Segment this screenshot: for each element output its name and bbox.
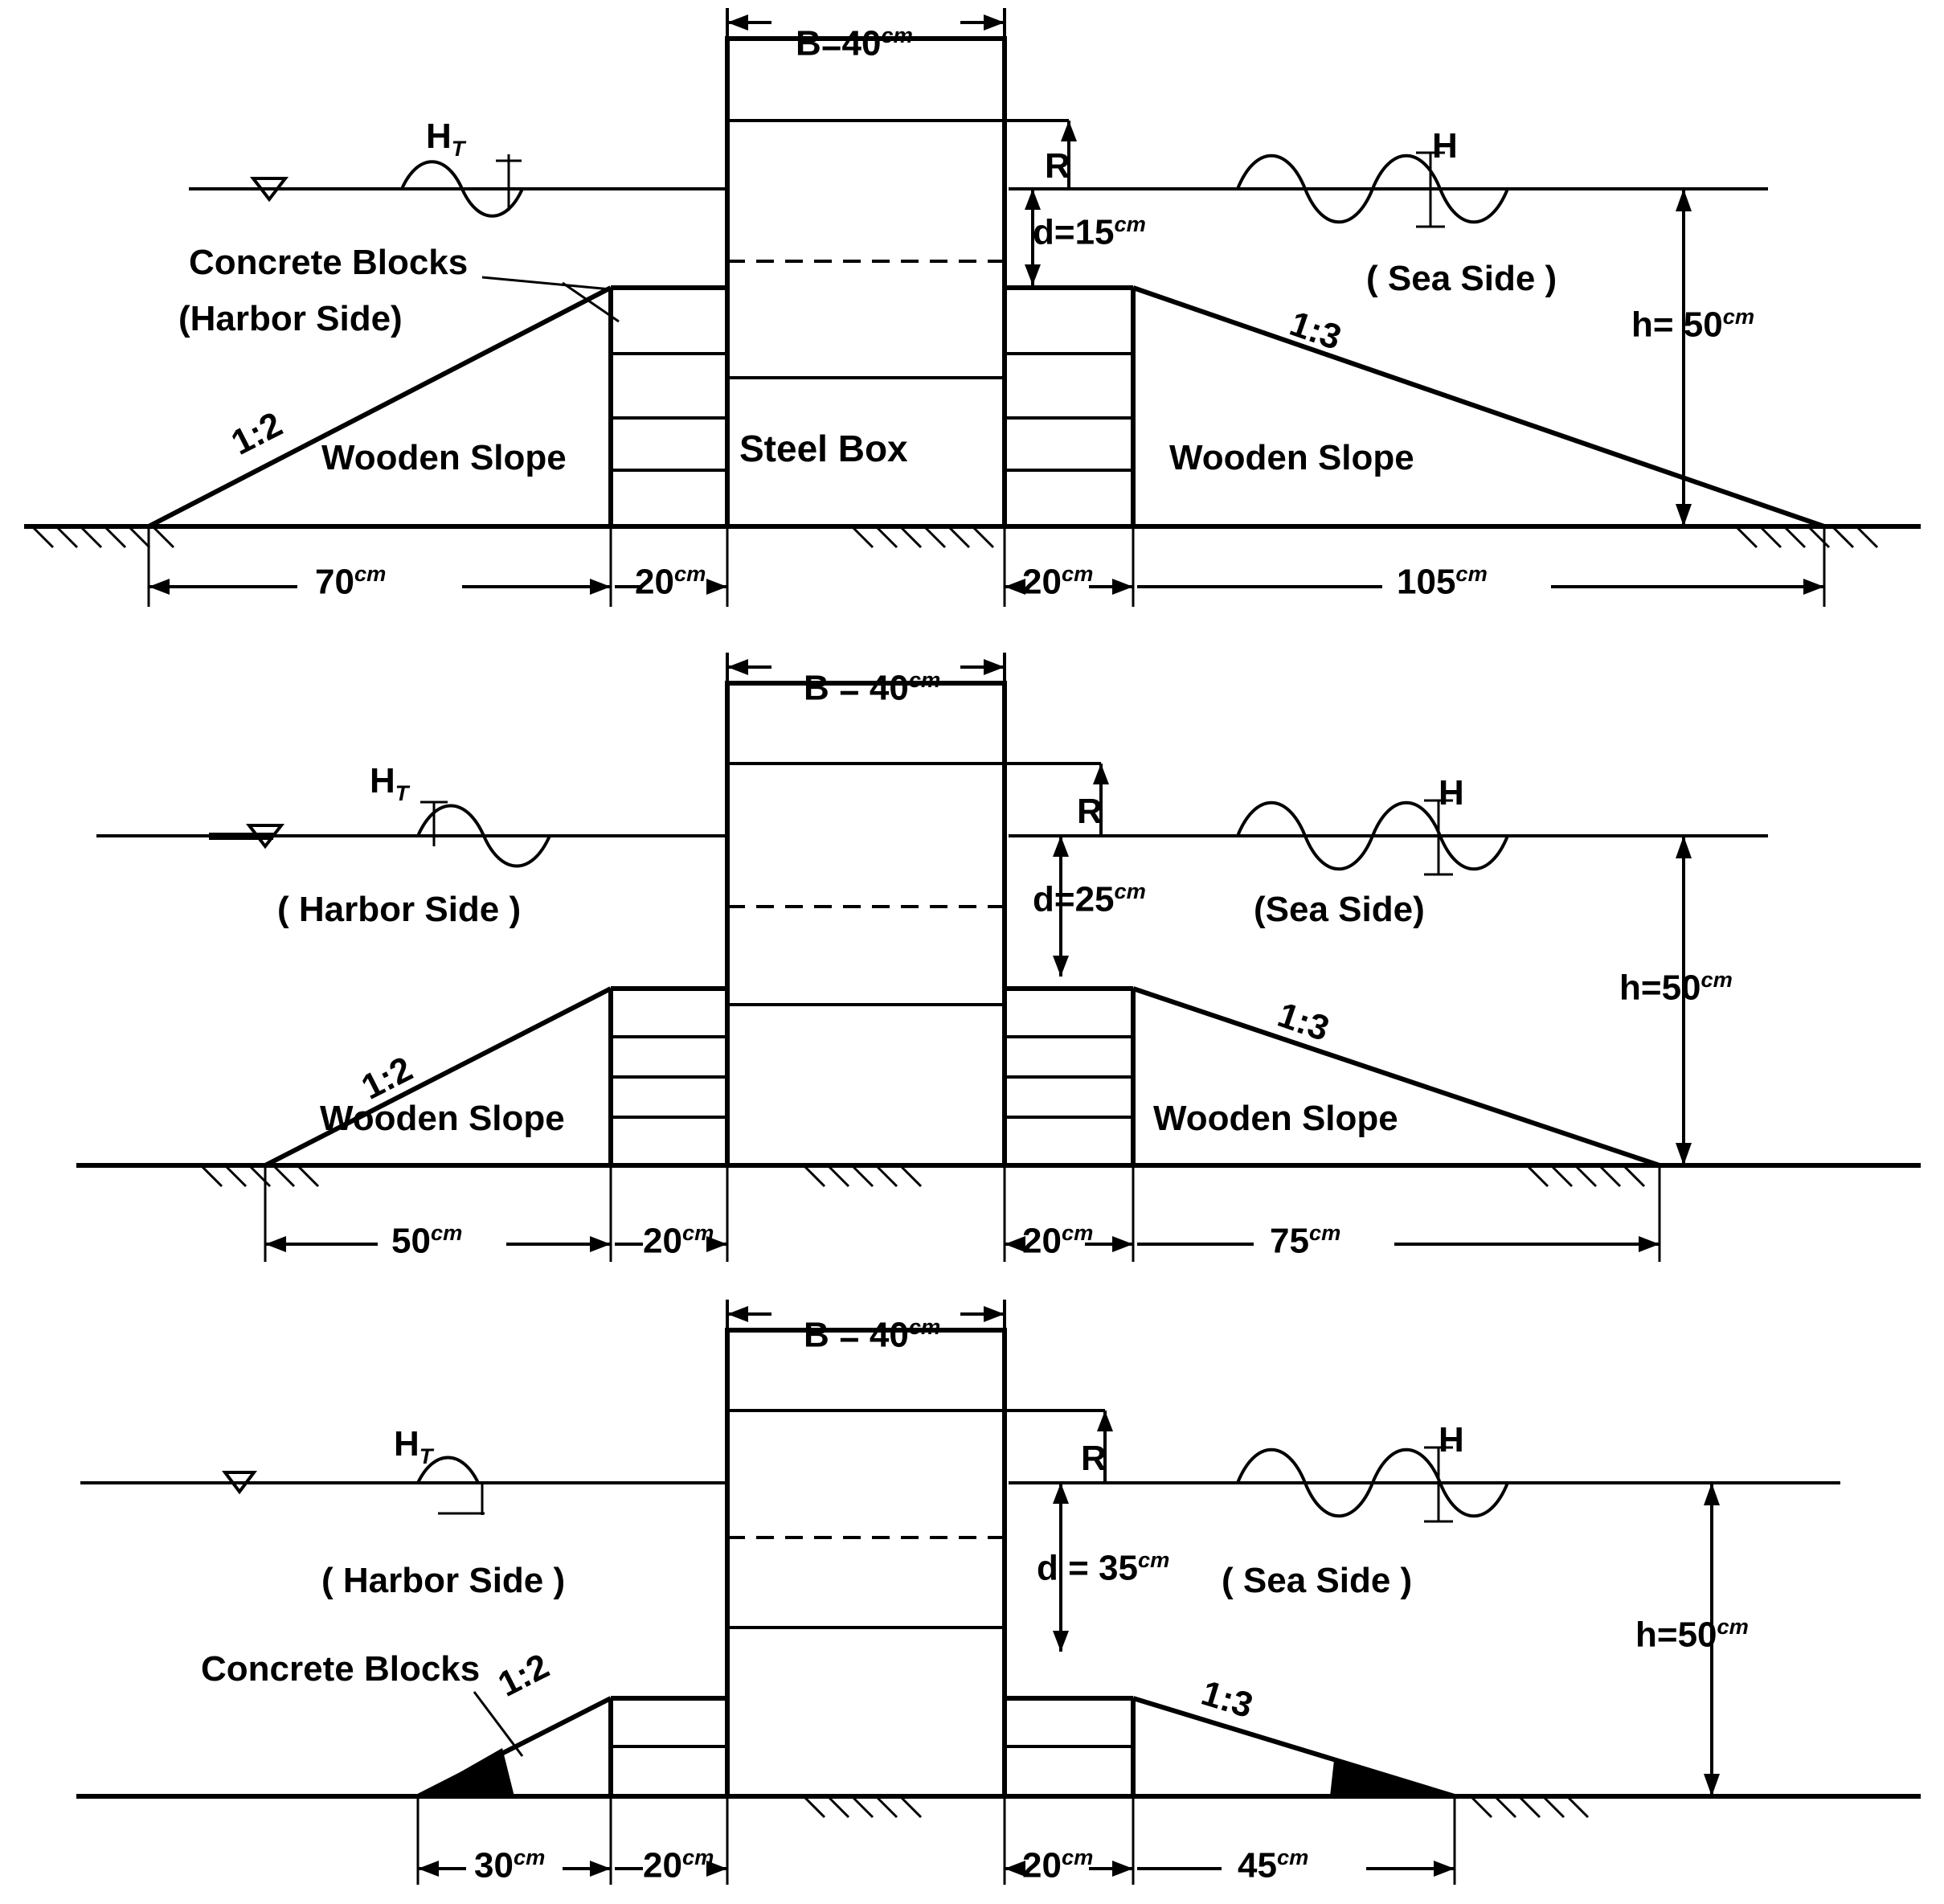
harbor-side-label-3: ( Harbor Side ) <box>321 1561 566 1600</box>
panel-1 <box>0 0 1944 635</box>
dim-left-block-2: $20^{cm}$ <box>643 1220 714 1261</box>
wooden-slope-right-label-1: Wooden Slope <box>1169 438 1414 477</box>
dim-right-slope-2: $75^{cm}$ <box>1270 1220 1341 1261</box>
incident-wave-label-2: H <box>1439 773 1464 813</box>
runup-label-1: R <box>1045 146 1070 186</box>
dim-right-block-3: $20^{cm}$ <box>1022 1845 1094 1886</box>
sea-side-label-2: (Sea Side) <box>1254 890 1425 929</box>
ground-hatching-2 <box>201 1165 1644 1186</box>
slope-right-label-2: 1:3 <box>1272 995 1335 1050</box>
depth-label-1: $d=15^{cm}$ <box>1033 211 1146 252</box>
height-label-3: $h=50^{cm}$ <box>1635 1614 1749 1655</box>
panel-2 <box>0 651 1944 1286</box>
transmitted-wave-label-1: $H_T$ <box>426 117 465 161</box>
crest-width-label-2: $B = 40^{cm}$ <box>804 667 941 708</box>
harbor-side-label-1: (Harbor Side) <box>178 299 403 338</box>
incident-wave-label-1: H <box>1432 126 1458 166</box>
incident-wave-label-3: H <box>1439 1420 1464 1460</box>
ground-hatching-3 <box>804 1796 1588 1817</box>
concrete-blocks-label-1: Concrete Blocks <box>189 243 469 282</box>
dim-right-block-1: $20^{cm}$ <box>1022 561 1094 602</box>
height-label-1: $h= 50^{cm}$ <box>1631 304 1755 345</box>
transmitted-wave-label-2: $H_T$ <box>370 761 409 805</box>
dim-left-slope-1: $70^{cm}$ <box>315 561 387 602</box>
concrete-blocks-label-3: Concrete Blocks <box>201 1649 481 1689</box>
dim-left-slope-3: $30^{cm}$ <box>474 1845 546 1886</box>
harbor-side-label-2: ( Harbor Side ) <box>277 890 522 929</box>
slope-left-label-1: 1:2 <box>225 404 289 463</box>
slope-left-label-2: 1:2 <box>355 1049 419 1108</box>
crest-width-label-3: $B = 40^{cm}$ <box>804 1314 941 1355</box>
wooden-slope-left-label-1: Wooden Slope <box>321 438 567 477</box>
slope-left-label-3: 1:2 <box>492 1646 556 1705</box>
panel-3 <box>0 1298 1944 1904</box>
dim-left-block-1: $20^{cm}$ <box>635 561 706 602</box>
depth-label-2: $d=25^{cm}$ <box>1033 878 1146 919</box>
runup-label-2: R <box>1077 792 1103 831</box>
panel-3-drawing <box>0 1298 1944 1904</box>
sea-side-label-3: ( Sea Side ) <box>1222 1561 1413 1600</box>
wooden-slope-right-label-2: Wooden Slope <box>1153 1099 1398 1138</box>
runup-label-3: R <box>1081 1439 1107 1478</box>
dim-right-slope-3: $45^{cm}$ <box>1238 1845 1309 1886</box>
wooden-slope-left-label-2: Wooden Slope <box>320 1099 565 1138</box>
ground-hatching <box>32 526 1877 547</box>
height-label-2: $h=50^{cm}$ <box>1619 967 1733 1008</box>
dim-left-slope-2: $50^{cm}$ <box>391 1220 463 1261</box>
slope-right-label-1: 1:3 <box>1284 304 1347 358</box>
crest-width-label-1: $B=40^{cm}$ <box>796 23 913 63</box>
sea-side-label-1: ( Sea Side ) <box>1366 259 1557 298</box>
transmitted-wave-label-3: $H_T$ <box>394 1424 433 1468</box>
slope-right-label-3: 1:3 <box>1197 1673 1258 1726</box>
steel-box-label-1: Steel Box <box>739 428 908 469</box>
depth-label-3: $d = 35^{cm}$ <box>1037 1547 1170 1588</box>
dim-right-slope-1: $105^{cm}$ <box>1397 561 1488 602</box>
dim-left-block-3: $20^{cm}$ <box>643 1845 714 1886</box>
dim-right-block-2: $20^{cm}$ <box>1022 1220 1094 1261</box>
